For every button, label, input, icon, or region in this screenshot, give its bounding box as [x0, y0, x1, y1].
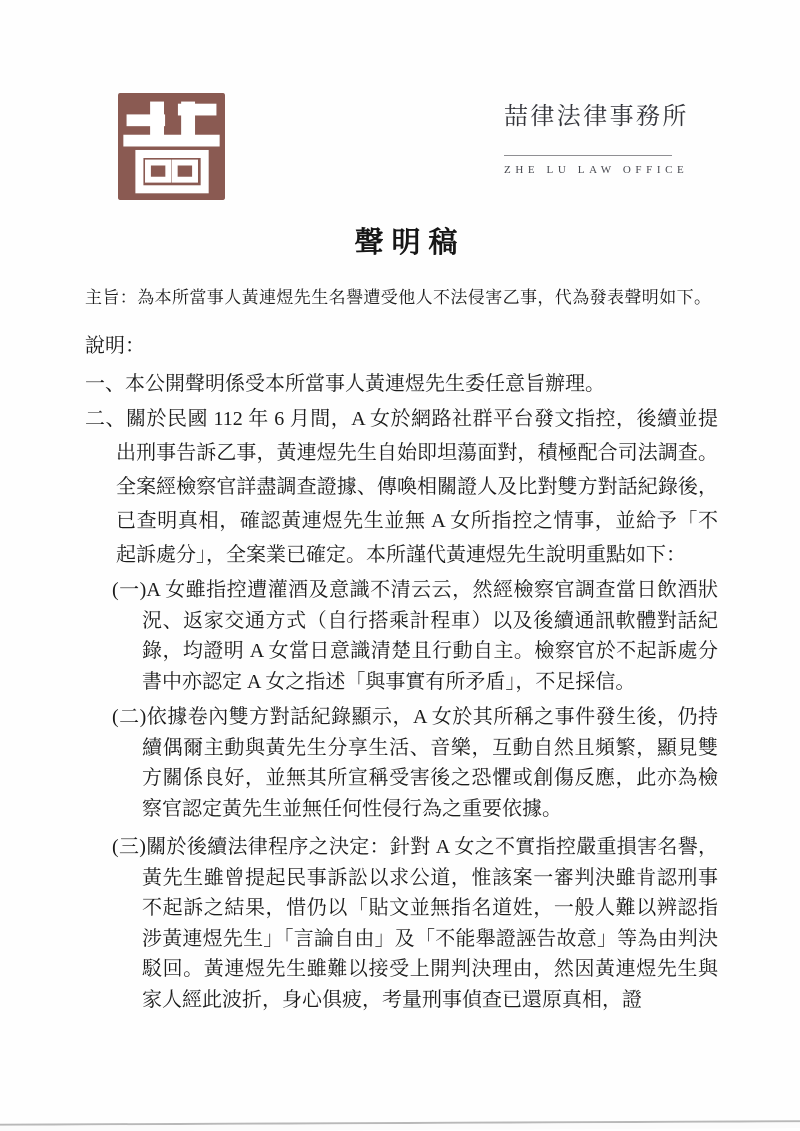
scan-page-edge: [0, 1120, 800, 1126]
document-title: 聲明稿: [354, 227, 466, 259]
subject-line: [85, 281, 718, 315]
sub-item-3-text: 關於後續法律程序之決定：針對 A 女之不實指控嚴重損害名譽，黃先生雖曾提起民事訴訟以求公道，惟該案一審判決雖肯認刑事不起訴之結果，惜仍以「貼文並無指名道姓，一般人難以辨認指涉黃連煜先生」「言論自由」及「不能舉證誣告故意」等為由判決駁回。黃連煜先生雖難以接受上開判決理由，然因黃連煜先生與家人經此波折，身心俱疲，考量刑事偵查已還原真相，證: [142, 836, 719, 1011]
list-item-1-text: 本公開聲明係受本所當事人黃連煜先生委任意旨辦理。: [125, 373, 605, 395]
sub-item-2-text: 依據卷內雙方對話紀錄顯示，A 女於其所稱之事件發生後，仍持續偶爾主動與黃先生分享生活、音樂，互動自然且頻繁，顯見雙方關係良好，並無其所宣稱受害後之恐懼或創傷反應，此亦為檢察官認定黃先生並無任何性侵行為之重要依據。: [142, 706, 718, 820]
sub-item-1-text: A 女雖指控遭灌酒及意識不清云云，然經檢察官調查當日飲酒狀況、返家交通方式（自行搭乘計程車）以及後續通訊軟體對話紀錄，均證明 A 女當日意識清楚且行動自主。檢察官於不起訴處分書中亦認定 A 女之指述「與事實有所矛盾」，不足採信。: [142, 579, 718, 693]
sub-item-3-marker: (三): [112, 836, 146, 858]
sub-item-2: [85, 702, 718, 824]
subject-text: 為本所當事人黃連煜先生名譽遭受他人不法侵害乙事，代為發表聲明如下。: [137, 288, 712, 307]
firm-name-chinese: 喆律法律事務所: [504, 104, 689, 130]
firm-name-english: ZHE LU LAW OFFICE: [504, 164, 689, 176]
firm-seal-logo: [118, 93, 225, 200]
firm-header: [504, 100, 724, 176]
sub-item-2-marker: (二): [112, 706, 147, 728]
sub-item-1: [85, 575, 718, 697]
explanation-label: 說明：: [85, 335, 145, 357]
list-item-2: [85, 402, 718, 572]
zhe-character-seal-icon: [118, 93, 225, 200]
header-divider-line: [504, 155, 672, 156]
document-body: [85, 281, 718, 1015]
list-item-1-marker: 一、: [85, 373, 125, 395]
list-item-2-text: 關於民國 112 年 6 月間，A 女於網路社群平台發文指控，後續並提出刑事告訴乙事，黃連煜先生自始即坦蕩面對，積極配合司法調查。全案經檢察官詳盡調查證據、傳喚相關證人及比對雙方對話紀錄後，已查明真相，確認黃連煜先生並無 A 女所指控之情事，並給予「不起訴處分」，全案業已確定。本所謹代黃連煜先生說明重點如下：: [116, 408, 718, 566]
sub-item-1-marker: (一): [112, 579, 147, 601]
list-item-1: [85, 367, 718, 401]
sub-item-3: [85, 832, 718, 1015]
subject-label: 主旨：: [85, 288, 138, 307]
list-item-2-marker: 二、: [85, 408, 126, 430]
